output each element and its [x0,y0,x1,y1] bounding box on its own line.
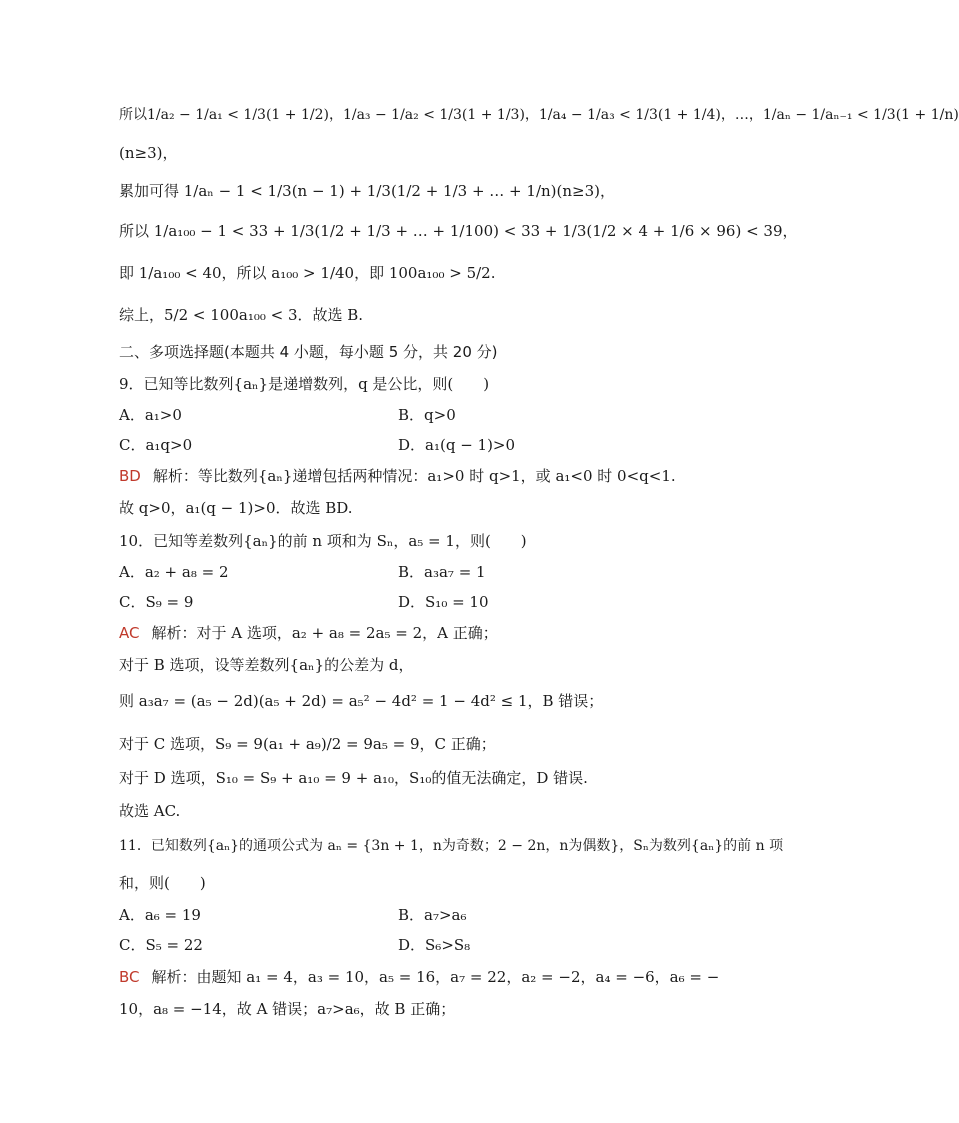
q9-analysis-cont: 故 q>0，a₁(q − 1)>0．故选 BD. [119,499,353,517]
q10-analysis-text: 解析：对于 A 选项，a₂ + a₈ = 2a₅ = 2，A 正确； [151,624,498,642]
question-10-stem: 10．已知等差数列{aₙ}的前 n 项和为 Sₙ，a₅ = 1，则( ) [119,532,527,550]
q10-analysis-cont: 对于 C 选项，S₉ = 9(a₁ + a₉)/2 = 9a₅ = 9，C 正确； [119,735,496,753]
q10-analysis-cont: 则 a₃a₇ = (a₅ − 2d)(a₅ + 2d) = a₅² − 4d² = 1 − 4d² ≤ 1，B 错误； [119,692,604,710]
q9-option-a: A．a₁>0 [119,406,182,424]
q10-analysis-cont: 对于 B 选项，设等差数列{aₙ}的公差为 d， [119,656,414,674]
q9-answer: BD [119,467,141,485]
q9-option-b: B．q>0 [398,406,456,424]
question-11-stem: 11．已知数列{aₙ}的通项公式为 aₙ = {3n + 1，n为奇数；2 − 2n，n为偶数}，Sₙ为数列{aₙ}的前 n 项 [119,838,784,854]
q11-analysis-text: 解析：由题知 a₁ = 4，a₃ = 10，a₅ = 16，a₇ = 22，a₂ = −2，a₄ = −6，a₆ = − [151,968,720,986]
q10-answer: AC [119,624,140,642]
q10-analysis-cont: 故选 AC. [119,802,181,820]
question-9-stem: 9．已知等比数列{aₙ}是递增数列，q 是公比，则( ) [119,375,490,393]
q10-analysis [119,622,689,644]
q10-option-c: C．S₉ = 9 [119,593,194,611]
q9-option-c: C．a₁q>0 [119,436,193,454]
question-11-stem-cont: 和，则( ) [119,874,206,892]
q10-option-b: B．a₃a₇ = 1 [398,563,486,581]
text-line: 所以 1/a₁₀₀ − 1 < 33 + 1/3(1/2 + 1/3 + … + 1/100) < 33 + 1/3(1/2 × 4 + 1/6 × 96) < 39， [119,222,798,240]
q10-analysis-cont: 对于 D 选项，S₁₀ = S₉ + a₁₀ = 9 + a₁₀，S₁₀的值无法确定，D 错误. [119,769,588,787]
text-line: 即 1/a₁₀₀ < 40，所以 a₁₀₀ > 1/40，即 100a₁₀₀ > 5/2. [119,264,496,282]
q11-answer: BC [119,968,140,986]
q10-option-d: D．S₁₀ = 10 [398,593,489,611]
text-line: 综上，5/2 < 100a₁₀₀ < 3．故选 B. [119,306,364,324]
q9-analysis-text: 解析：等比数列{aₙ}递增包括两种情况：a₁>0 时 q>1，或 a₁<0 时 0<q<1. [152,467,676,485]
q11-option-b: B．a₇>a₆ [398,906,467,924]
text-line: (n≥3)， [119,144,178,162]
q11-analysis [119,966,720,988]
q9-analysis [119,465,689,487]
q9-option-d: D．a₁(q − 1)>0 [398,436,516,454]
q11-option-d: D．S₆>S₈ [398,936,471,954]
q11-analysis-cont: 10，a₈ = −14，故 A 错误；a₇>a₆，故 B 正确； [119,1000,456,1018]
q10-option-a: A．a₂ + a₈ = 2 [119,563,229,581]
text-line: 累加可得 1/aₙ − 1 < 1/3(n − 1) + 1/3(1/2 + 1/3 + … + 1/n)(n≥3)， [119,182,615,200]
q11-option-a: A．a₆ = 19 [119,906,201,924]
q11-option-c: C．S₅ = 22 [119,936,203,954]
section-heading: 二、多项选择题(本题共 4 小题，每小题 5 分，共 20 分) [119,343,498,361]
text-line: 所以1/a₂ − 1/a₁ < 1/3(1 + 1/2)，1/a₃ − 1/a₂ < 1/3(1 + 1/3)，1/a₄ − 1/a₃ < 1/3(1 + 1/4)，…，1/aₙ − 1/aₙ₋₁ < 1/3(1 + 1/n) [119,107,959,123]
